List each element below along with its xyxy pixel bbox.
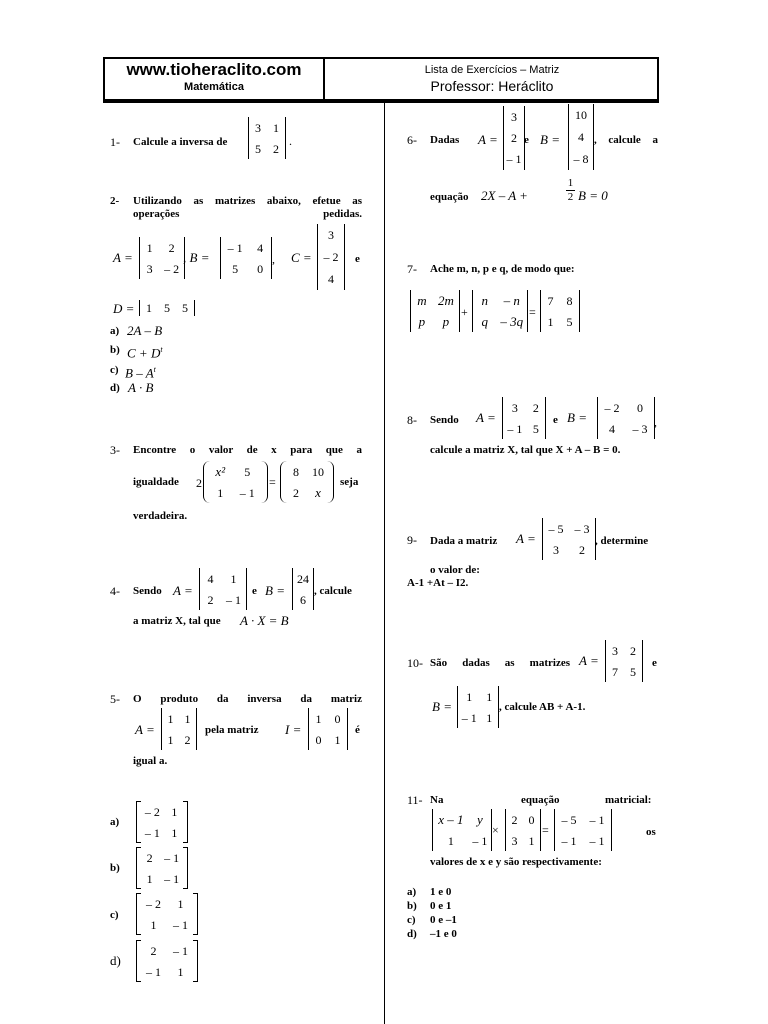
q1-text: Calcule a inversa de [133, 136, 228, 148]
q5-opt-b-rbracket [183, 847, 188, 889]
q5-opt-d-letter: d) [110, 953, 121, 968]
q3-post: seja [340, 476, 359, 488]
q5-opt-b-cell: 1 [146, 871, 153, 886]
q2-opt-d-letter: d) [110, 382, 120, 394]
q10-a-cell: 2 [630, 643, 636, 658]
q5-opt-b-cell: 2 [146, 850, 153, 865]
q10-b-label: B = [432, 699, 452, 714]
q6-post: , calcule a [594, 134, 658, 146]
q10-a-cell: 5 [630, 664, 636, 679]
q5-line1: O produto da inversa da matriz [133, 693, 362, 705]
q7-number: 7- [407, 262, 417, 276]
q11-m1-cell: 1 [447, 833, 454, 848]
q11-m3-cell: – 1 [589, 833, 605, 848]
q5-number: 5- [110, 692, 120, 706]
q3-r-cell: 2 [293, 485, 299, 500]
q5-opt-c-cell: 1 [177, 896, 184, 911]
q5-opt-c-cell: 1 [150, 917, 157, 932]
q11-m1-cell: y [476, 811, 483, 827]
q3-l-cell: x² [215, 463, 226, 479]
q4-a-cell: 4 [207, 571, 214, 586]
q11-opt-a-text: 1 e 0 [430, 886, 452, 898]
q5-matrix-i [308, 708, 348, 750]
q6-number: 6- [407, 133, 417, 147]
q2-opt-c-sup: t [153, 365, 156, 374]
q4-b-label: B = [265, 583, 285, 598]
q8-a-cell: 3 [511, 400, 518, 415]
site-name: www.tioheraclito.com [126, 60, 302, 79]
q7-m2-cell: – 3q [500, 313, 524, 329]
q11-opt-b-letter: b) [407, 900, 417, 912]
q1-matrix [248, 117, 286, 159]
q2-b-cell: – 1 [227, 240, 243, 255]
q9-line2: o valor de: [430, 564, 480, 576]
professor: Professor: Heráclito [430, 78, 554, 94]
q5-opt-a-cell: – 1 [144, 825, 160, 840]
q4-and: e [252, 585, 257, 597]
header-underline [103, 101, 659, 103]
q3-pre: igualdade [133, 476, 179, 488]
q11-opt-c-letter: c) [407, 914, 416, 926]
q6-b-cell: 10 [575, 108, 587, 122]
q5-i-label: I = [285, 722, 302, 737]
q6-fraction [566, 178, 575, 203]
q7-matrix-1 [410, 290, 460, 332]
q3-matrix-left [208, 461, 262, 503]
q3-l-cell: 1 [217, 485, 224, 500]
q8-b-cell: 4 [609, 421, 615, 436]
q10-a-cell: 3 [612, 643, 618, 658]
q2-opt-b-expr [127, 342, 163, 360]
q11-matrix-2 [505, 809, 541, 851]
q7-m2-cell: n [481, 292, 488, 308]
q5-opt-a-cell: 1 [171, 804, 178, 819]
q6-frac-den: 2 [567, 191, 574, 203]
q11-m3-cell: – 1 [561, 833, 577, 848]
q11-line1b: equação [521, 794, 560, 806]
q5-i-cell: 0 [334, 711, 341, 726]
q4-equation: A · X = B [240, 613, 289, 628]
q11-number: 11- [407, 793, 423, 807]
q10-a-label: A = [579, 653, 599, 668]
q2-c-label: C = [291, 250, 312, 265]
q4-number: 4- [110, 584, 120, 598]
q3-equals: = [269, 475, 276, 489]
q8-a-cell: 5 [532, 421, 539, 436]
q5-line3: igual a. [133, 755, 168, 767]
q5-opt-d-cell: 2 [150, 943, 157, 958]
q1-number: 1- [110, 135, 120, 149]
q3-matrix-right [285, 461, 329, 503]
q2-matrix-a [139, 237, 185, 279]
q3-right-paren-2 [327, 461, 334, 503]
q10-matrix-b [457, 686, 499, 728]
q7-plus: + [461, 305, 468, 319]
q9-a-cell: – 5 [548, 521, 564, 536]
q6-line2: equação [430, 191, 469, 203]
q2-and: e [355, 253, 360, 265]
q3-number: 3- [110, 443, 120, 457]
q11-opt-d-letter: d) [407, 928, 417, 940]
q5-opt-c-rbracket [193, 893, 198, 935]
q9-a-label: A = [516, 531, 536, 546]
header-divider [323, 57, 325, 101]
q4-b-cell: 24 [297, 571, 309, 586]
q10-number: 10- [407, 656, 423, 670]
q2-matrix-b [220, 237, 272, 279]
q4-a-label: A = [173, 583, 193, 598]
q8-a-cell: – 1 [507, 421, 523, 436]
q11-m1-cell: x – 1 [438, 811, 464, 827]
q2-b-cell: 5 [232, 261, 239, 276]
q5-i-cell: 1 [315, 711, 322, 726]
q2-a-cell: 1 [146, 240, 153, 255]
q11-m2-cell: 1 [528, 833, 535, 848]
q2-number: 2- [110, 195, 120, 207]
q7-m3-cell: 5 [566, 314, 573, 329]
q9-a-cell: 3 [553, 542, 559, 557]
q4-post: , calcule [314, 585, 352, 597]
q5-opt-d-cell: – 1 [146, 964, 161, 979]
q1-matrix-cell: 2 [273, 141, 279, 156]
q8-line2: calcule a matriz X, tal que X + A – B = 0. [430, 444, 621, 456]
q5-opt-d-cell: – 1 [173, 943, 188, 958]
q2-d-cell: 1 [146, 301, 152, 315]
q2-opt-b-sup: t [160, 345, 163, 354]
q2-b-cell: 4 [257, 240, 264, 255]
q8-comma: , [654, 415, 657, 429]
q7-matrix-3 [540, 290, 580, 332]
q9-text: Dada a matriz [430, 535, 498, 547]
q2-d-label: D = [113, 301, 135, 316]
q1-matrix-cell: 5 [255, 141, 261, 156]
q5-a-label: A = [135, 722, 155, 737]
q8-and: e [553, 414, 558, 426]
q5-opt-d-matrix [140, 940, 194, 982]
q2-d-cell: 5 [182, 301, 188, 315]
q2-c-cell: – 2 [323, 250, 339, 264]
q9-matrix-a [542, 518, 596, 560]
q11-matrix-3 [554, 809, 612, 851]
q6-eq-b: B = 0 [578, 188, 608, 203]
q8-b-cell: – 3 [632, 421, 648, 436]
q6-b-cell: 4 [578, 130, 584, 144]
q8-a-label: A = [476, 410, 496, 425]
q7-matrix-2 [472, 290, 528, 332]
q6-and: e [524, 134, 529, 146]
q11-m3-cell: – 1 [589, 812, 605, 827]
q11-m2-cell: 3 [511, 833, 518, 848]
q5-opt-d-cell: 1 [177, 964, 184, 979]
q5-is: é [355, 724, 360, 736]
q2-opt-a-letter: a) [110, 325, 120, 337]
q8-number: 8- [407, 413, 417, 427]
q5-opt-a-matrix [140, 801, 184, 843]
q11-m3-cell: – 5 [561, 812, 577, 827]
q2-opt-b-base: C + D [127, 345, 161, 361]
q11-m2-cell: 2 [511, 812, 518, 827]
q7-m2-cell: – n [503, 292, 520, 308]
q7-m1-cell: m [417, 292, 427, 308]
q5-opt-a-cell: – 2 [144, 804, 160, 819]
q3-l-cell: 5 [244, 464, 251, 479]
q5-opt-b-cell: – 1 [164, 850, 180, 865]
q9-post: , determine [595, 535, 649, 547]
q3-coef: 2 [196, 476, 202, 490]
q11-opt-d-text: –1 e 0 [430, 928, 457, 940]
q11-equals: = [542, 823, 549, 837]
q10-b-cell: – 1 [461, 710, 477, 725]
q4-a-cell: – 1 [225, 592, 241, 607]
q10-text: São dadas as matrizes [430, 657, 570, 669]
q2-opt-d-expr: A · B [128, 380, 154, 395]
q5-opt-a-letter: a) [110, 816, 120, 828]
q3-line1: Encontre o valor de x para que a [133, 444, 362, 456]
q2-opt-c-expr [125, 362, 156, 380]
q11-times: × [492, 823, 499, 837]
q8-a-cell: 2 [532, 400, 539, 415]
q7-m3-cell: 1 [547, 314, 554, 329]
q3-l-cell: – 1 [239, 485, 255, 500]
q4-a-cell: 1 [230, 571, 237, 586]
q3-r-cell: 10 [312, 464, 324, 479]
q5-opt-c-letter: c) [110, 909, 119, 921]
q3-r-cell: x [315, 484, 321, 500]
q6-text: Dadas [430, 134, 460, 146]
q11-line1c: matricial: [605, 794, 652, 806]
q4-line2: a matriz X, tal que [133, 615, 221, 627]
q4-matrix-a [199, 568, 247, 610]
q2-d-cell: 5 [164, 301, 170, 315]
q7-m2-cell: q [481, 313, 488, 329]
q11-m1-cell: – 1 [472, 833, 488, 848]
q5-mid: pela matriz [205, 724, 259, 736]
q2-opt-c-base: B – A [125, 365, 154, 381]
column-divider [384, 103, 385, 1024]
q9-line3: A-1 +At – I2. [407, 577, 469, 589]
q4-a-cell: 2 [207, 592, 214, 607]
q5-opt-b-cell: – 1 [164, 871, 180, 886]
q10-b-cell: 1 [486, 710, 493, 725]
q7-m1-cell: p [418, 313, 426, 329]
q4-text: Sendo [133, 585, 162, 597]
q5-a-cell: 1 [167, 711, 174, 726]
q4-matrix-b [292, 568, 314, 610]
q5-opt-c-cell: – 2 [146, 896, 161, 911]
q7-m3-cell: 8 [566, 293, 573, 308]
q8-text: Sendo [430, 414, 459, 426]
q6-a-cell: 2 [511, 130, 517, 145]
q5-a-cell: 1 [184, 711, 191, 726]
q6-matrix-b [568, 104, 594, 170]
q6-matrix-a [503, 106, 525, 170]
q10-matrix-a [605, 640, 643, 682]
q5-matrix-a [161, 708, 197, 750]
q2-c-cell: 4 [328, 272, 334, 286]
q11-line1a: Na [430, 794, 444, 806]
q6-a-label: A = [478, 132, 498, 147]
q11-m2-cell: 0 [528, 812, 535, 827]
q5-a-cell: 1 [167, 732, 174, 747]
q6-b-label: B = [540, 132, 560, 147]
q2-text: Utilizando as matrizes abaixo, efetue as operações pedidas. [133, 195, 362, 220]
q11-opt-b-text: 0 e 1 [430, 900, 452, 912]
q5-opt-b-matrix [140, 847, 184, 889]
q5-a-cell: 2 [184, 732, 191, 747]
q2-a-cell: – 2 [164, 261, 180, 276]
q9-a-cell: – 3 [574, 521, 590, 536]
q11-opt-c-text: 0 e –1 [430, 914, 457, 926]
q5-opt-a-rbracket [183, 801, 188, 843]
q6-a-cell: – 1 [506, 152, 522, 167]
q2-b-cell: 0 [257, 261, 264, 276]
q2-a-cell: 3 [146, 261, 153, 276]
q7-equals: = [529, 305, 536, 319]
q8-b-label: B = [567, 410, 587, 425]
q9-a-cell: 2 [579, 542, 585, 557]
q8-matrix-a [502, 397, 546, 439]
q11-os: os [646, 826, 656, 838]
q6-frac-num: 1 [567, 177, 574, 189]
q2-opt-c-letter: c) [110, 364, 119, 376]
q6-a-cell: 3 [511, 109, 517, 124]
q3-r-cell: 8 [293, 464, 299, 479]
q7-text: Ache m, n, p e q, de modo que: [430, 263, 575, 275]
q5-opt-d-rbracket [193, 940, 198, 982]
q2-opt-a-expr: 2A – B [127, 323, 163, 338]
q1-period: . [289, 134, 292, 148]
q2-a-cell: 2 [168, 240, 175, 255]
q2-c-cell: 3 [328, 228, 334, 242]
q3-right-paren [261, 461, 268, 503]
q6-b-cell: – 8 [573, 152, 589, 166]
q10-a-cell: 7 [612, 664, 618, 679]
q8-b-cell: 0 [637, 400, 643, 415]
q5-opt-a-cell: 1 [171, 825, 178, 840]
q11-opt-a-letter: a) [407, 886, 417, 898]
list-title: Lista de Exercícios – Matriz [424, 64, 560, 76]
q2-b-label: , B = [183, 250, 210, 265]
q5-opt-c-cell: – 1 [173, 917, 188, 932]
q7-m1-cell: p [442, 313, 450, 329]
q1-matrix-cell: 3 [255, 120, 261, 135]
q10-post: , calcule AB + A-1. [499, 701, 586, 713]
q8-b-cell: – 2 [604, 400, 620, 415]
q2-matrix-d [139, 300, 195, 316]
q7-m3-cell: 7 [547, 293, 554, 308]
q1-matrix-cell: 1 [273, 120, 279, 135]
q6-eq-a: 2X – A + [481, 188, 528, 203]
q2-a-label: A = [113, 250, 133, 265]
q2-comma: , [272, 252, 275, 266]
q11-matrix-1 [432, 809, 492, 851]
q5-opt-b-letter: b) [110, 862, 120, 874]
q10-b-cell: 1 [486, 689, 493, 704]
q3-line3: verdadeira. [133, 510, 188, 522]
q7-m1-cell: 2m [437, 292, 454, 308]
q2-matrix-c [317, 224, 345, 290]
subject: Matemática [184, 81, 244, 93]
q5-opt-c-matrix [140, 893, 194, 935]
q11-line3: valores de x e y são respectivamente: [430, 856, 602, 868]
q10-and: e [652, 657, 657, 669]
q5-i-cell: 1 [334, 732, 341, 747]
q8-matrix-b [597, 397, 655, 439]
q4-b-cell: 6 [300, 592, 306, 607]
q5-i-cell: 0 [315, 732, 322, 747]
q2-opt-b-letter: b) [110, 344, 120, 356]
q9-number: 9- [407, 533, 417, 547]
q10-b-cell: 1 [466, 689, 473, 704]
